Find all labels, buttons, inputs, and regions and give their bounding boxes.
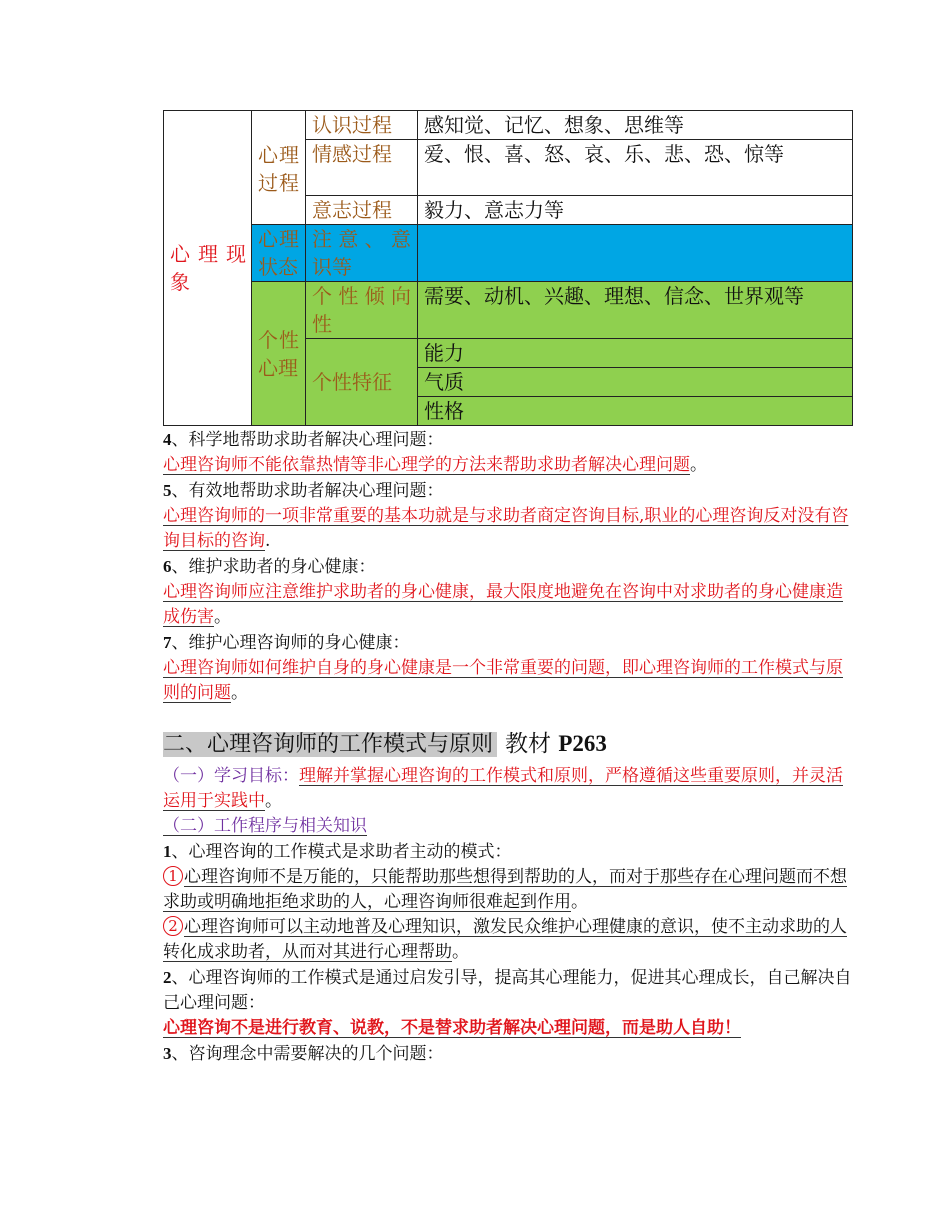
- process-label-cell: [252, 111, 306, 225]
- psychology-phenomena-table: [163, 110, 853, 426]
- state-desc: [418, 225, 853, 282]
- personality-label: 个性心理: [258, 327, 299, 380]
- trait-item: 性格: [418, 397, 853, 426]
- process-row-name: 认识过程: [306, 111, 418, 140]
- item-title: 3、咨询理念中需要解决的几个问题：: [163, 1044, 444, 1064]
- procedure-heading: （二）工作程序与相关知识: [163, 816, 367, 836]
- process-row-name: 情感过程: [306, 140, 418, 196]
- state-name-cell: [306, 225, 418, 282]
- item-title: 5、有效地帮助求助者解决心理问题：: [163, 481, 444, 501]
- state-label: 心理状态: [258, 227, 299, 279]
- item-title: 4、科学地帮助求助者解决心理问题：: [163, 430, 444, 450]
- document-page: [163, 110, 853, 1067]
- tendency-name-cell: [306, 282, 418, 339]
- root-label: 心理现象: [170, 242, 246, 294]
- circled-number-icon: 2: [163, 916, 183, 936]
- item-title: 7、维护心理咨询师的身心健康：: [163, 633, 410, 653]
- item-title: 6、维护求助者的身心健康：: [163, 557, 376, 577]
- process-label: 心理过程: [258, 143, 299, 195]
- process-row-name: 意志过程: [306, 196, 418, 225]
- item-body: 心理咨询不是进行教育、说教，不是替求助者解决心理问题，而是助人自助！: [163, 1018, 741, 1038]
- trait-item: 能力: [418, 339, 853, 368]
- state-label-cell: [252, 225, 306, 282]
- circled-number-icon: 1: [163, 866, 183, 886]
- item-body: 心理咨询师应注意维护求助者的身心健康，最大限度地避免在咨询中对求助者的身心健康造成伤害。: [163, 582, 843, 627]
- section-heading: [163, 728, 853, 760]
- process-row-desc: 爱、恨、喜、怒、哀、乐、悲、恐、惊等: [418, 140, 853, 196]
- section-title: 二、心理咨询师的工作模式与原则: [163, 732, 497, 757]
- tendency-desc: 需要、动机、兴趣、理想、信念、世界观等: [418, 282, 853, 339]
- textbook-ref: 教材 P263: [505, 731, 607, 757]
- tendency-name: 个性倾向性: [312, 284, 411, 336]
- principles-list: [163, 427, 853, 706]
- state-name: 注意、意识等: [312, 227, 411, 279]
- item-body: 心理咨询师不能依靠热情等非心理学的方法来帮助求助者解决心理问题。: [163, 455, 707, 475]
- traits-name: 个性特征: [306, 339, 418, 426]
- process-row-desc: 毅力、意志力等: [418, 196, 853, 225]
- item-title: 1、心理咨询的工作模式是求助者主动的模式：: [163, 842, 512, 862]
- trait-item: 气质: [418, 368, 853, 397]
- point: 2 心理咨询师可以主动地普及心理知识，激发民众维护心理健康的意识，使不主动求助的人转化成求助者，从而对其进行心理帮助。: [163, 917, 847, 962]
- process-row-desc: 感知觉、记忆、想象、思维等: [418, 111, 853, 140]
- item-body: 心理咨询师如何维护自身的身心健康是一个非常重要的问题，即心理咨询师的工作模式与原则的问题。: [163, 658, 843, 703]
- item-title: 2、心理咨询师的工作模式是通过启发引导，提高其心理能力，促进其心理成长，自己解决自己心理问题：: [163, 968, 852, 1013]
- learning-goal: （一）学习目标：理解并掌握心理咨询的工作模式和原则，严格遵循这些重要原则，并灵活运用于实践中。: [163, 766, 843, 811]
- point: 1 心理咨询师不是万能的，只能帮助那些想得到帮助的人，而对于那些存在心理问题而不想求助或明确地拒绝求助的人，心理咨询师很难起到作用。: [163, 867, 847, 912]
- personality-label-cell: [252, 282, 306, 426]
- root-label-cell: [164, 111, 252, 426]
- item-body: 心理咨询师的一项非常重要的基本功就是与求助者商定咨询目标,职业的心理咨询反对没有咨询目标的咨询.: [163, 506, 849, 551]
